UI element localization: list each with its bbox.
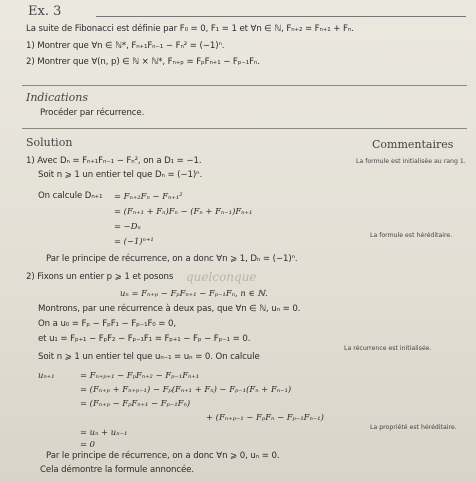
s2-conclusion-1: Par le principe de récurrence, on a donc ∀n ⩾ 0, uₙ = 0. (46, 451, 280, 461)
s2-line2: Montrons, par une récurrence à deux pas, que ∀n ∈ ℕ, uₙ = 0. (38, 304, 301, 314)
s2-eq3b: + (Fₙ₊ₚ₋₁ − FₚFₙ − Fₚ₋₁Fₙ₋₁) (206, 412, 324, 422)
pencil-annotation: quelconque (186, 270, 257, 284)
question-1: 1) Montrer que ∀n ∈ ℕ*, Fₙ₊₁Fₙ₋₁ − Fₙ² = (−1)ⁿ. (26, 41, 225, 51)
s2-eq1: = Fₙ₊ₚ₊₁ − FₚFₙ₊₂ − Fₚ₋₁Fₙ₊₁ (80, 370, 200, 380)
exercise-number: Ex. 3 (28, 4, 62, 19)
comment-2: La formule est héréditaire. (370, 232, 453, 239)
s2-eq5: = 0 (80, 439, 96, 449)
s2-conclusion-2: Cela démontre la formule annoncée. (40, 465, 194, 475)
solution-title: Solution (26, 136, 73, 149)
s2-label: uₙ₊₁ (38, 370, 55, 380)
s2-eq3: = (Fₙ₊ₚ − FₚFₙ₊₁ − Fₚ₋₁Fₙ) (80, 398, 191, 408)
s1-calc-label: On calcule Dₙ₊₁ (38, 191, 103, 201)
indications-rule (22, 85, 467, 86)
solution-rule (22, 128, 467, 129)
comment-4: La propriété est héréditaire. (370, 424, 457, 431)
s2-u0: On a u₀ = Fₚ − FₚF₁ − Fₚ₋₁F₀ = 0, (38, 319, 177, 329)
s2-definition: uₙ = Fₙ₊ₚ − FₚFₙ₊₁ − Fₚ₋₁Fₙ, n ∈ ℕ. (120, 288, 268, 298)
s2-line3: Soit n ⩾ 1 un entier tel que uₙ₋₁ = uₙ = 0. On calcule (38, 352, 260, 362)
s1-eq1: = Fₙ₊₂Fₙ − Fₙ₊₁² (114, 191, 183, 201)
s2-u1: et u₁ = Fₚ₊₁ − FₚF₂ − Fₚ₋₁F₁ = Fₚ₊₁ − Fₚ − Fₚ₋₁ = 0. (38, 334, 251, 344)
comments-title: Commentaires (372, 138, 454, 151)
s1-line1: 1) Avec Dₙ = Fₙ₊₁Fₙ₋₁ − Fₙ², on a D₁ = −1. (26, 156, 202, 166)
comment-1: La formule est initialisée au rang 1. (356, 158, 466, 165)
s1-conclusion: Par le principe de récurrence, on a donc ∀n ⩾ 1, Dₙ = (−1)ⁿ. (46, 254, 298, 264)
s1-eq3: = −Dₙ (114, 221, 141, 231)
question-2: 2) Montrer que ∀(n, p) ∈ ℕ × ℕ*, Fₙ₊ₚ = FₚFₙ₊₁ − Fₚ₋₁Fₙ. (26, 57, 260, 67)
indications-title: Indications (26, 91, 88, 104)
indications-text: Procéder par récurrence. (40, 108, 145, 118)
s1-line2: Soit n ⩾ 1 un entier tel que Dₙ = (−1)ⁿ. (38, 170, 203, 180)
s2-eq2: = (Fₙ₊ₚ + Fₙ₊ₚ₋₁) − Fₚ(Fₙ₊₁ + Fₙ) − Fₚ₋₁(Fₙ + Fₙ₋₁) (80, 384, 292, 394)
s1-eq4: = (−1)ⁿ⁺¹ (114, 236, 154, 246)
s1-eq2: = (Fₙ₊₁ + Fₙ)Fₙ − (Fₙ + Fₙ₋₁)Fₙ₊₁ (114, 206, 253, 216)
s2-line1: 2) Fixons un entier p ⩾ 1 et posons (26, 272, 174, 282)
s2-eq4: = uₙ + uₙ₋₁ (80, 427, 128, 437)
comment-3: La récurrence est initialisée. (344, 345, 432, 352)
header-rule (96, 16, 466, 17)
statement: La suite de Fibonacci est définie par F₀ = 0, F₁ = 1 et ∀n ∈ ℕ, Fₙ₊₂ = Fₙ₊₁ + Fₙ. (26, 24, 354, 34)
